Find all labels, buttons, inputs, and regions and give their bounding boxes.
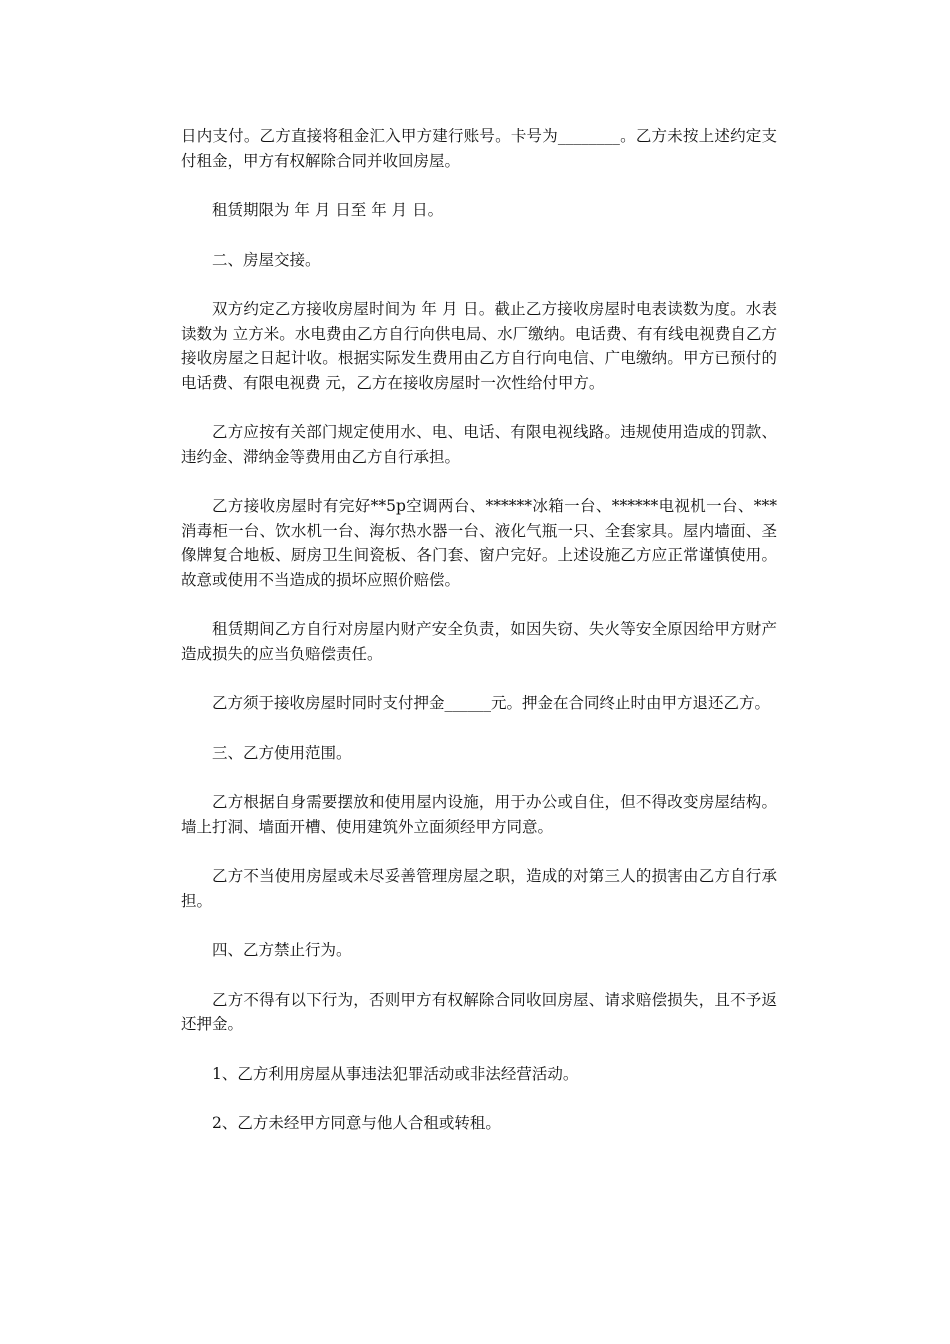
section-heading-prohibited-acts: 四、乙方禁止行为。 — [212, 941, 352, 959]
paragraph-prohibited-intro: 乙方不得有以下行为，否则甲方有权解除合同收回房屋、请求赔偿损失，且不予返还押金。 — [181, 990, 777, 1033]
document-body — [181, 124, 777, 1161]
paragraph-property-safety: 租赁期间乙方自行对房屋内财产安全负责，如因失窃、失火等安全原因给甲方财产造成损失的应当负赔偿责任。 — [181, 620, 777, 663]
paragraph-lease-term: 租赁期限为 年 月 日至 年 月 日。 — [212, 201, 444, 219]
paragraph-handover-meters: 双方约定乙方接收房屋时间为 年 月 日。截止乙方接收房屋时电表读数为度。水表读数为 立方米。水电费由乙方自行向供电局、水厂缴纳。电话费、有有线电视费自乙方接收房屋之日起计收。根据实际发生费用由乙方自行向电信、广电缴纳。甲方已预付的电话费、有限电视费 元，乙方在接收房屋时一次性给付甲方。 — [181, 300, 777, 392]
paragraph-deposit: 乙方须于接收房屋时同时支付押金______元。押金在合同终止时由甲方退还乙方。 — [212, 694, 771, 712]
section-heading-handover: 二、房屋交接。 — [212, 250, 321, 269]
paragraph-utility-usage: 乙方应按有关部门规定使用水、电、电话、有限电视线路。违规使用造成的罚款、违约金、滞纳金等费用由乙方自行承担。 — [181, 423, 777, 466]
list-item-prohibited-2: 2、乙方未经甲方同意与他人合租或转租。 — [212, 1114, 501, 1132]
paragraph-usage-scope: 乙方根据自身需要摆放和使用屋内设施，用于办公或自住，但不得改变房屋结构。墙上打洞、墙面开槽、使用建筑外立面须经甲方同意。 — [181, 793, 777, 836]
section-heading-usage-scope: 三、乙方使用范围。 — [212, 743, 352, 762]
list-item-prohibited-1: 1、乙方利用房屋从事违法犯罪活动或非法经营活动。 — [212, 1064, 579, 1083]
paragraph-third-party-liability: 乙方不当使用房屋或未尽妥善管理房屋之职，造成的对第三人的损害由乙方自行承担。 — [181, 867, 777, 910]
paragraph-appliances: 乙方接收房屋时有完好**5p空调两台、******冰箱一台、******电视机一台、***消毒柜一台、饮水机一台、海尔热水器一台、液化气瓶一只、全套家具。屋内墙面、圣像牌复合地板、厨房卫生间瓷板、各门套、窗户完好。上述设施乙方应正常谨慎使用。故意或使用不当造成的损坏应照价赔偿。 — [181, 497, 777, 589]
paragraph-payment: 日内支付。乙方直接将租金汇入甲方建行账号。卡号为________。乙方未按上述约定支付租金，甲方有权解除合同并收回房屋。 — [181, 127, 777, 170]
